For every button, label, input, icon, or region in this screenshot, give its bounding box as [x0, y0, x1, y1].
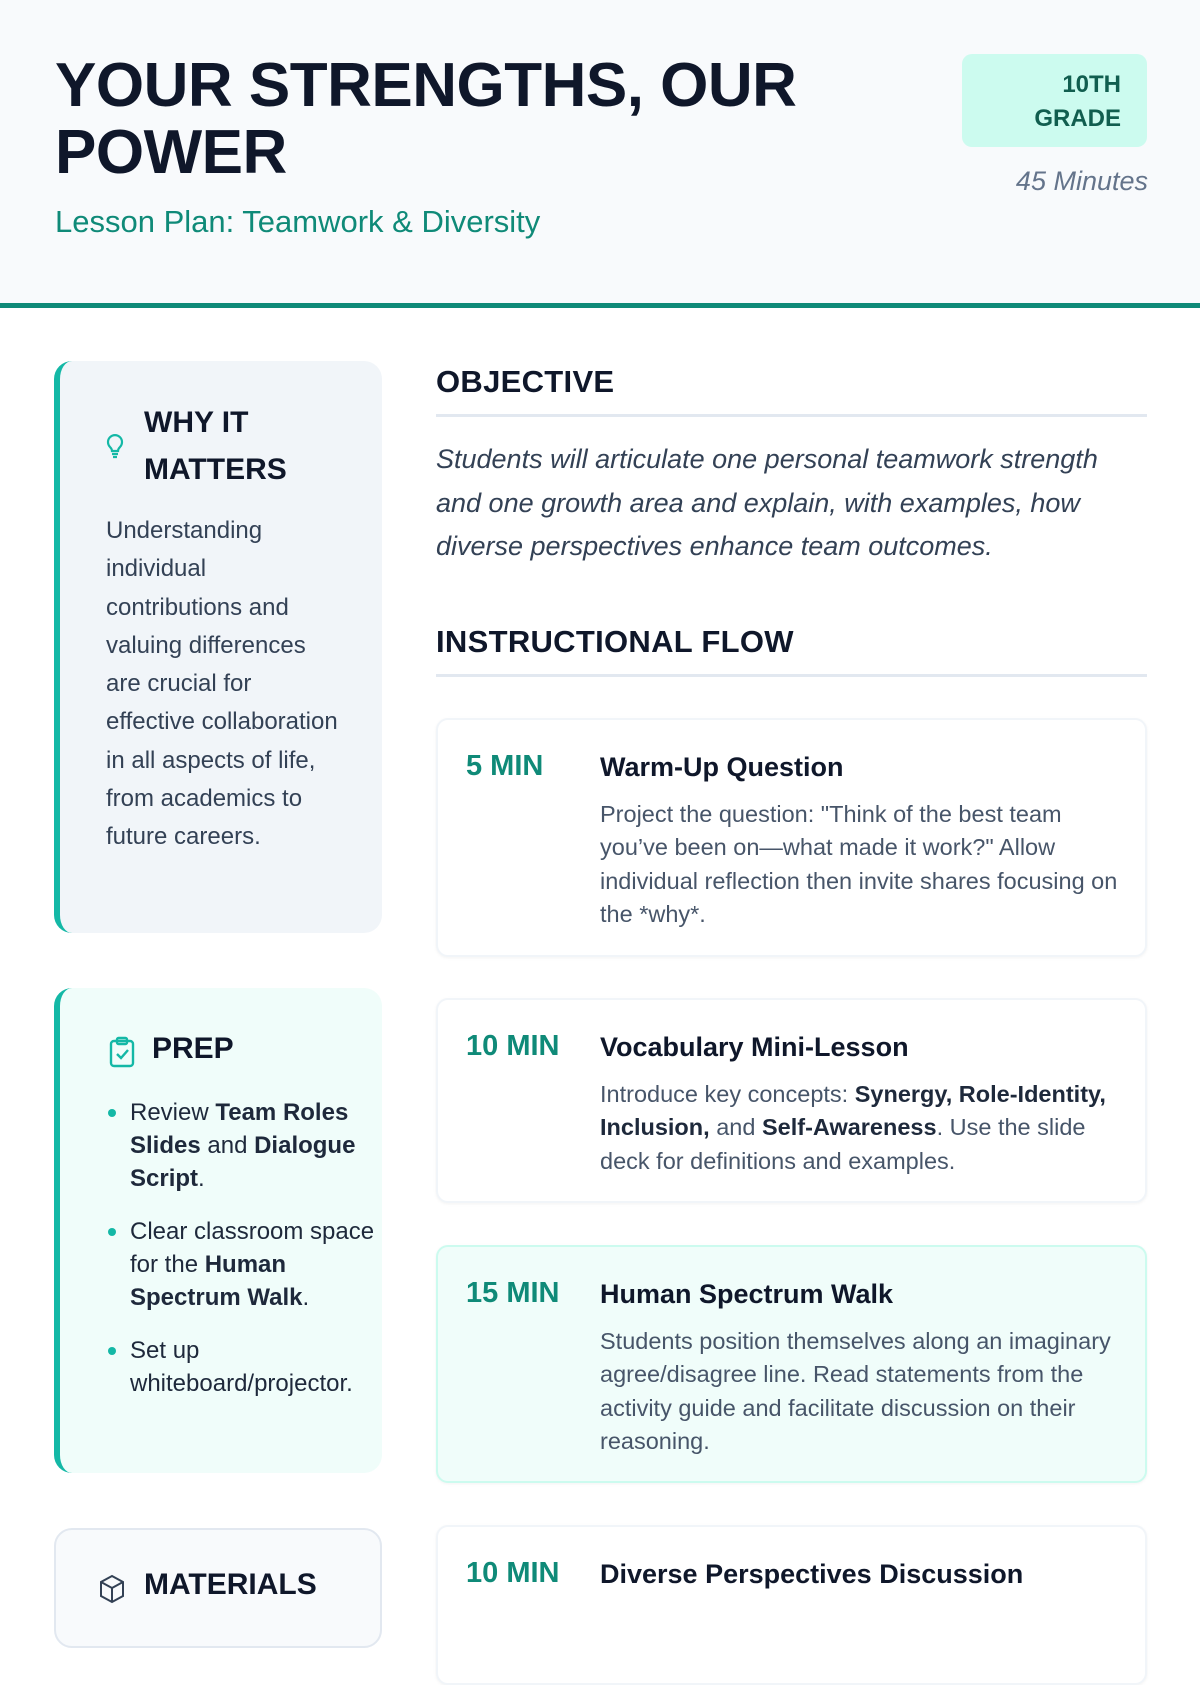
why-it-matters-card	[54, 361, 382, 933]
clipboard-check-icon	[108, 1036, 136, 1073]
prep-item: Set up whiteboard/projector.	[130, 1334, 380, 1400]
why-heading: WHY IT MATTERS	[144, 406, 287, 486]
step-title: Vocabulary Mini-Lesson	[600, 1032, 909, 1062]
prep-item: Clear classroom space for the Human Spectrum Walk.	[130, 1215, 380, 1314]
step-description: Introduce key concepts: Synergy, Role-Identity, Inclusion, and Self-Awareness. Use the slide deck for definitions and examples.	[600, 1081, 1106, 1174]
flow-step	[436, 1525, 1147, 1685]
flow-step	[436, 998, 1147, 1203]
prep-list	[130, 1096, 380, 1420]
grade-badge: 10TH GRADE	[962, 54, 1147, 147]
objective-text: Students will articulate one personal teamwork strength and one growth area and explain, with examples, how diverse perspectives enhance team outcomes.	[436, 444, 1098, 561]
why-text: Understanding individual contributions and valuing differences are crucial for effective collaboration in all aspects of life, from academics to future careers.	[106, 517, 338, 851]
step-description: Project the question: "Think of the best team you’ve been on—what made it work?" Allow individual reflection then invite shares focusing on the *why*.	[600, 801, 1118, 927]
page-title: YOUR STRENGTHS, OUR POWER	[55, 51, 797, 187]
flow-step	[436, 718, 1147, 957]
flow-step	[436, 1245, 1147, 1483]
materials-card	[54, 1528, 382, 1648]
prep-heading: PREP	[152, 1032, 234, 1065]
step-time: 10 MIN	[466, 1030, 560, 1062]
duration-label: 45 Minutes	[1015, 166, 1148, 196]
step-time: 15 MIN	[466, 1277, 560, 1309]
prep-item: Review Team Roles Slides and Dialogue Script.	[130, 1096, 380, 1195]
box-icon	[98, 1574, 126, 1609]
step-title: Human Spectrum Walk	[600, 1279, 894, 1309]
lesson-header	[0, 0, 1200, 308]
step-description: Students position themselves along an imaginary agree/disagree line. Read statements from the activity guide and facilitate discussion on their reasoning.	[600, 1328, 1111, 1454]
objective-heading: OBJECTIVE	[436, 364, 1147, 417]
instructional-flow-heading: INSTRUCTIONAL FLOW	[436, 624, 1147, 677]
step-title: Diverse Perspectives Discussion	[600, 1559, 1024, 1589]
step-title: Warm-Up Question	[600, 752, 844, 782]
materials-heading: MATERIALS	[144, 1568, 317, 1601]
step-time: 10 MIN	[466, 1557, 560, 1589]
lightbulb-icon	[104, 433, 126, 464]
step-time: 5 MIN	[466, 750, 544, 782]
page-subtitle: Lesson Plan: Teamwork & Diversity	[55, 204, 541, 239]
prep-card	[54, 988, 382, 1473]
